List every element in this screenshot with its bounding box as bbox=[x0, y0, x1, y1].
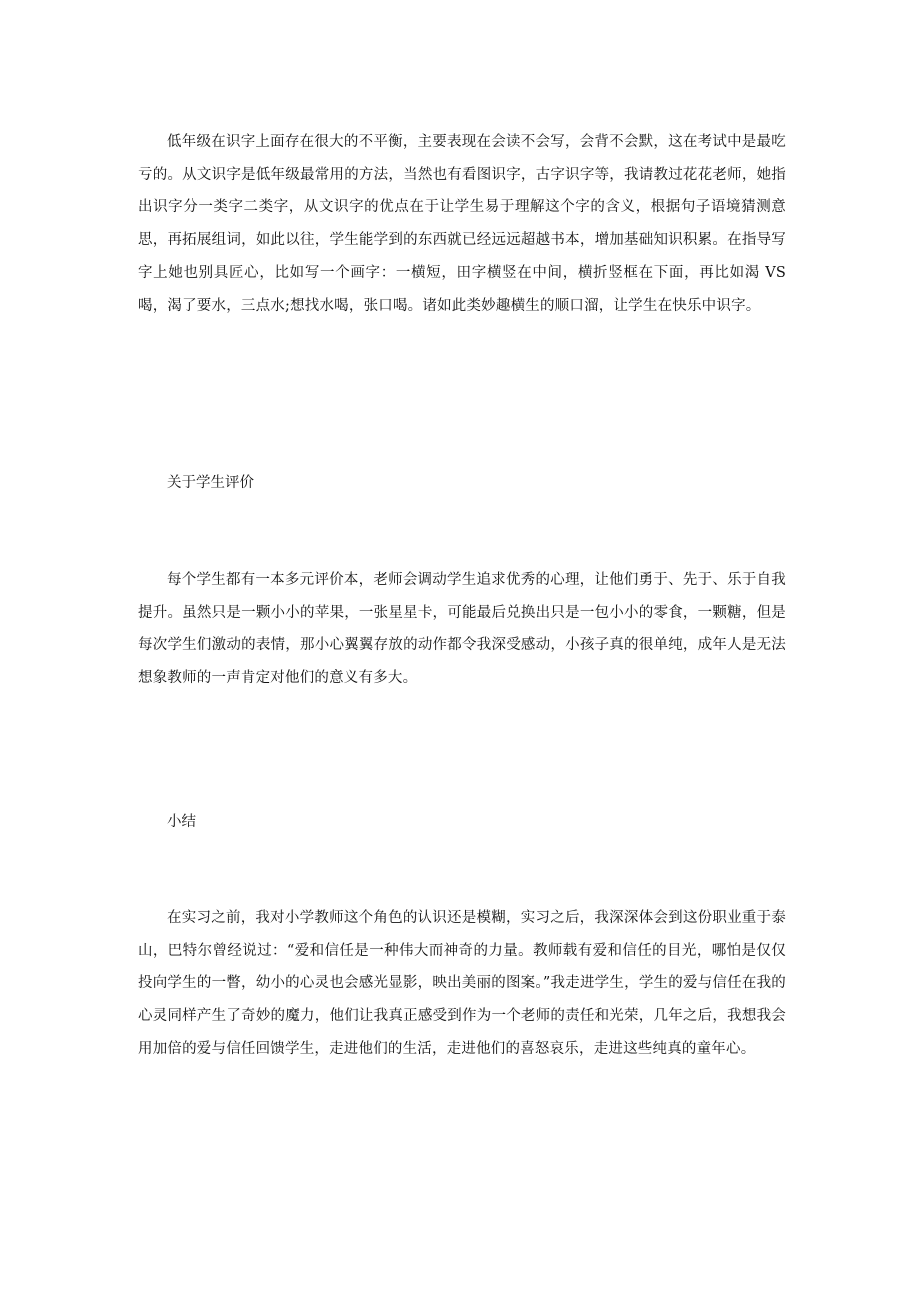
section-heading-student-evaluation: 关于学生评价 bbox=[167, 475, 254, 491]
paragraph-summary: 在实习之前，我对小学教师这个角色的认识还是模糊，实习之后，我深深体会到这份职业重于泰山，巴特尔曾经说过：“爱和信任是一种伟大而神奇的力量。教师载有爱和信任的目光，哪怕是仅仅投向学生的一瞥，幼小的心灵也会感光显影，映出美丽的图案。”我走进学生，学生的爱与信任在我的心灵同样产生了奇妙的魔力，他们让我真正感受到作为一个老师的责任和光荣，几年之后，我想我会用加倍的爱与信任回馈学生，走进他们的生活，走进他们的喜怒哀乐，走进这些纯真的童年心。 bbox=[138, 910, 786, 1057]
paragraph-evaluation: 每个学生都有一本多元评价本，老师会调动学生追求优秀的心理，让他们勇于、先于、乐于自我提升。虽然只是一颗小小的苹果，一张星星卡，可能最后兑换出只是一包小小的零食，一颗糖，但是每次学生们激动的表情，那小心翼翼存放的动作都令我深受感动，小孩子真的很单纯，成年人是无法想象教师的一声肯定对他们的意义有多大。 bbox=[138, 572, 786, 687]
section-heading-summary: 小结 bbox=[167, 814, 196, 830]
paragraph-literacy: 低年级在识字上面存在很大的不平衡，主要表现在会读不会写，会背不会默，这在考试中是最吃亏的。从文识字是低年级最常用的方法，当然也有看图识字，古字识字等，我请教过花花老师，她指出识字分一类字二类字，从文识字的优点在于让学生易于理解这个字的含义，根据句子语境猜测意思，再拓展组词，如此以往，学生能学到的东西就已经远远超越书本，增加基础知识积累。在指导写字上她也别具匠心，比如写一个画字：一横短，田字横竖在中间，横折竖框在下面，再比如渴 VS 喝，渴了要水，三点水;想找水喝，张口喝。诸如此类妙趣横生的顺口溜，让学生在快乐中识字。 bbox=[138, 134, 786, 314]
